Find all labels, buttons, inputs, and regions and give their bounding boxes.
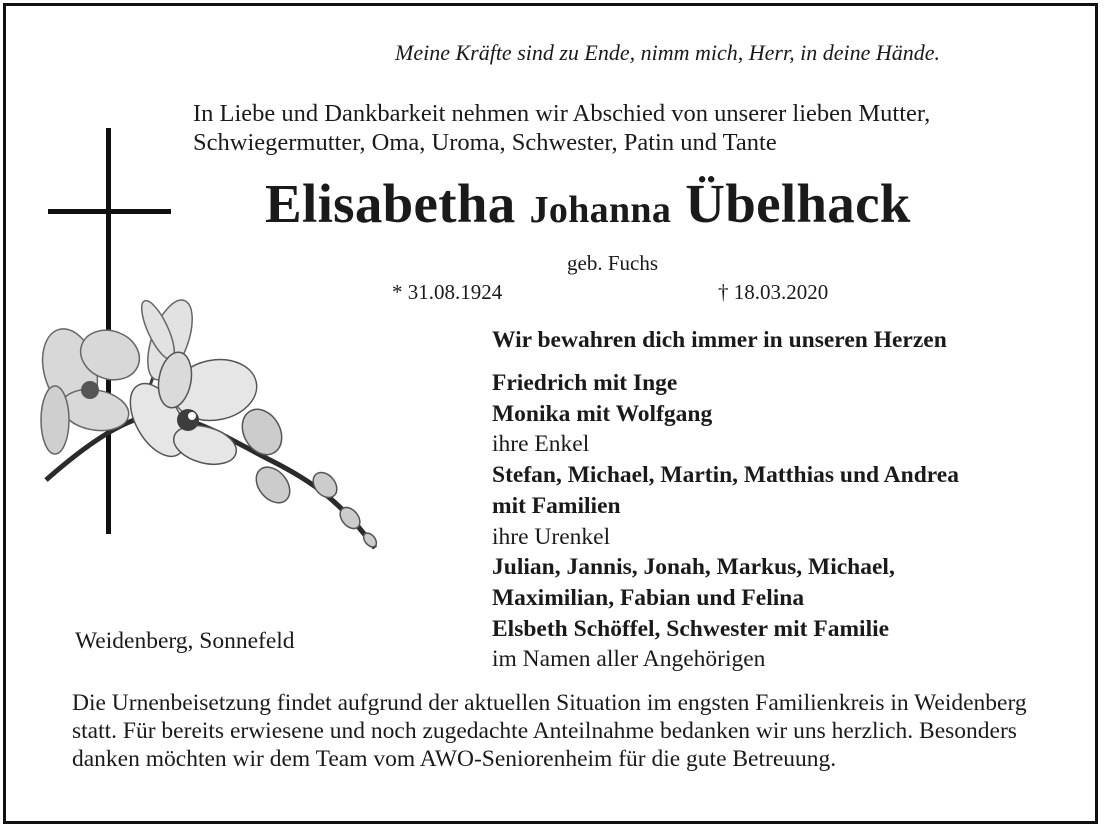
first-name: Elisabetha bbox=[265, 173, 516, 234]
mourner-line: ihre Enkel bbox=[492, 431, 590, 458]
orchid-image bbox=[40, 294, 379, 549]
mourner-line: im Namen aller Angehörigen bbox=[492, 646, 766, 673]
mourner-line: mit Familien bbox=[492, 492, 621, 519]
mourner-line: Elsbeth Schöffel, Schwester mit Familie bbox=[492, 615, 890, 642]
birth-date: * 31.08.1924 bbox=[392, 280, 503, 304]
last-name: Übelhack bbox=[685, 173, 911, 234]
intro-line-2: Schwiegermutter, Oma, Uroma, Schwester, Patin und Tante bbox=[193, 129, 777, 156]
mourner-line: Friedrich mit Inge bbox=[492, 370, 678, 396]
intro-line-1: In Liebe und Dankbarkeit nehmen wir Abschied von unserer lieben Mutter, bbox=[193, 100, 931, 127]
mourners-heading: Wir bewahren dich immer in unseren Herzen bbox=[492, 327, 947, 353]
mourner-line: ihre Urenkel bbox=[492, 523, 611, 550]
quote: Meine Kräfte sind zu Ende, nimm mich, Herr, in deine Hände. bbox=[395, 40, 941, 65]
mourner-line: Monika mit Wolfgang bbox=[492, 400, 713, 427]
middle-name: Johanna bbox=[529, 189, 672, 231]
death-date: † 18.03.2020 bbox=[718, 280, 829, 304]
cross-and-orchid bbox=[40, 120, 390, 560]
mourner-line: Julian, Jannis, Jonah, Markus, Michael, bbox=[492, 554, 895, 581]
funeral-note: Die Urnenbeisetzung findet aufgrund der aktuellen Situation im engsten Familienkreis in Weidenberg statt. Für bereits erwiesene und noch zugedachte Anteilnahme bedanken wir uns herzlich. Besonders danken möchten wir dem Team vom AWO-Seniorenheim für die gute Betreuung. bbox=[72, 690, 1027, 772]
maiden-name: geb. Fuchs bbox=[567, 251, 658, 275]
mourners-list bbox=[492, 368, 959, 675]
place: Weidenberg, Sonnefeld bbox=[75, 628, 295, 654]
mourner-line: Maximilian, Fabian und Felina bbox=[492, 584, 805, 611]
mourner-line: Stefan, Michael, Martin, Matthias und Andrea bbox=[492, 462, 959, 489]
